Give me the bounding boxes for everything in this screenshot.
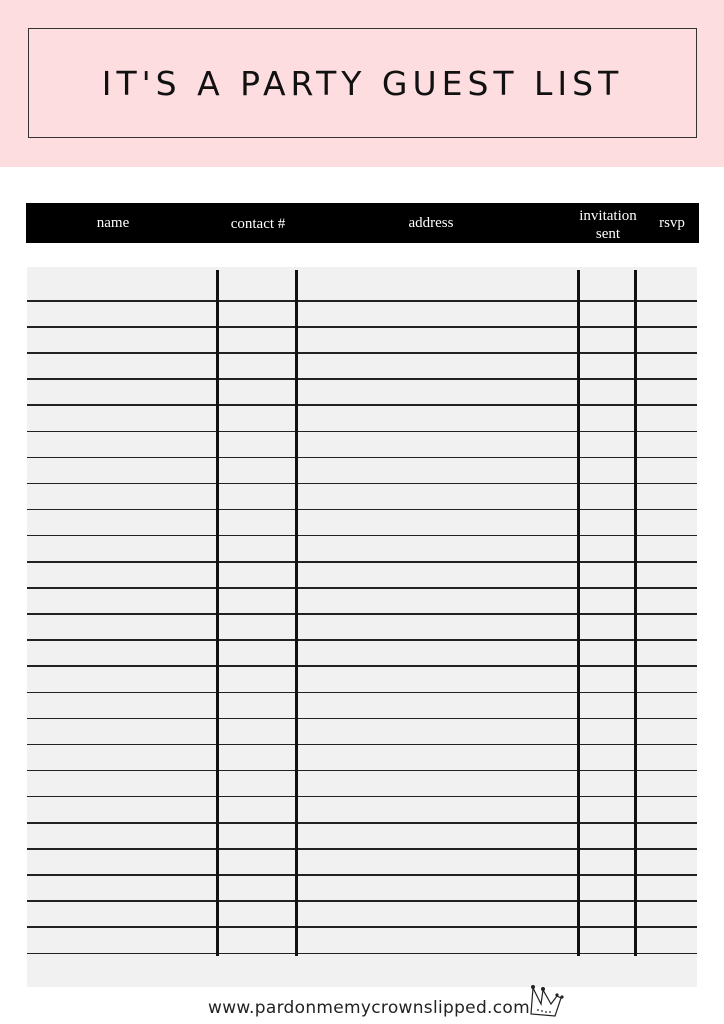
row-line: [27, 326, 697, 328]
row-line: [27, 744, 697, 746]
column-header-address: address: [408, 215, 454, 231]
invitation-line1: invitation: [579, 208, 637, 224]
title-box: [28, 28, 697, 138]
row-line: [27, 900, 697, 902]
row-line: [27, 770, 697, 772]
website-footer: www.pardonmemycrownslipped.com: [208, 998, 530, 1018]
row-line: [27, 404, 697, 406]
column-divider: [216, 270, 219, 956]
row-line: [27, 352, 697, 354]
row-line: [27, 300, 697, 302]
row-line: [27, 639, 697, 641]
column-header-invitation-sent: [571, 207, 645, 243]
row-line: [27, 457, 697, 459]
row-line: [27, 587, 697, 589]
crown-icon: [527, 978, 569, 1020]
row-line: [27, 509, 697, 511]
title-banner: [0, 0, 724, 167]
row-line: [27, 378, 697, 380]
row-line: [27, 483, 697, 485]
row-line: [27, 953, 697, 955]
column-divider: [634, 270, 637, 956]
row-line: [27, 718, 697, 720]
row-line: [27, 926, 697, 928]
column-header-rsvp: rsvp: [659, 215, 685, 231]
column-divider: [295, 270, 298, 956]
row-line: [27, 796, 697, 798]
row-line: [27, 848, 697, 850]
row-line: [27, 874, 697, 876]
column-header-name: name: [96, 215, 130, 231]
page-title: IT'S A PARTY GUEST LIST: [101, 63, 624, 103]
row-line: [27, 535, 697, 537]
guest-list-sheet: [27, 267, 697, 987]
row-line: [27, 431, 697, 433]
row-line: [27, 665, 697, 667]
column-header-contact: contact #: [230, 216, 286, 232]
invitation-line2: sent: [595, 226, 621, 242]
row-line: [27, 613, 697, 615]
row-line: [27, 692, 697, 694]
column-divider: [577, 270, 580, 956]
row-line: [27, 561, 697, 563]
table-header: [26, 203, 699, 243]
row-line: [27, 822, 697, 824]
